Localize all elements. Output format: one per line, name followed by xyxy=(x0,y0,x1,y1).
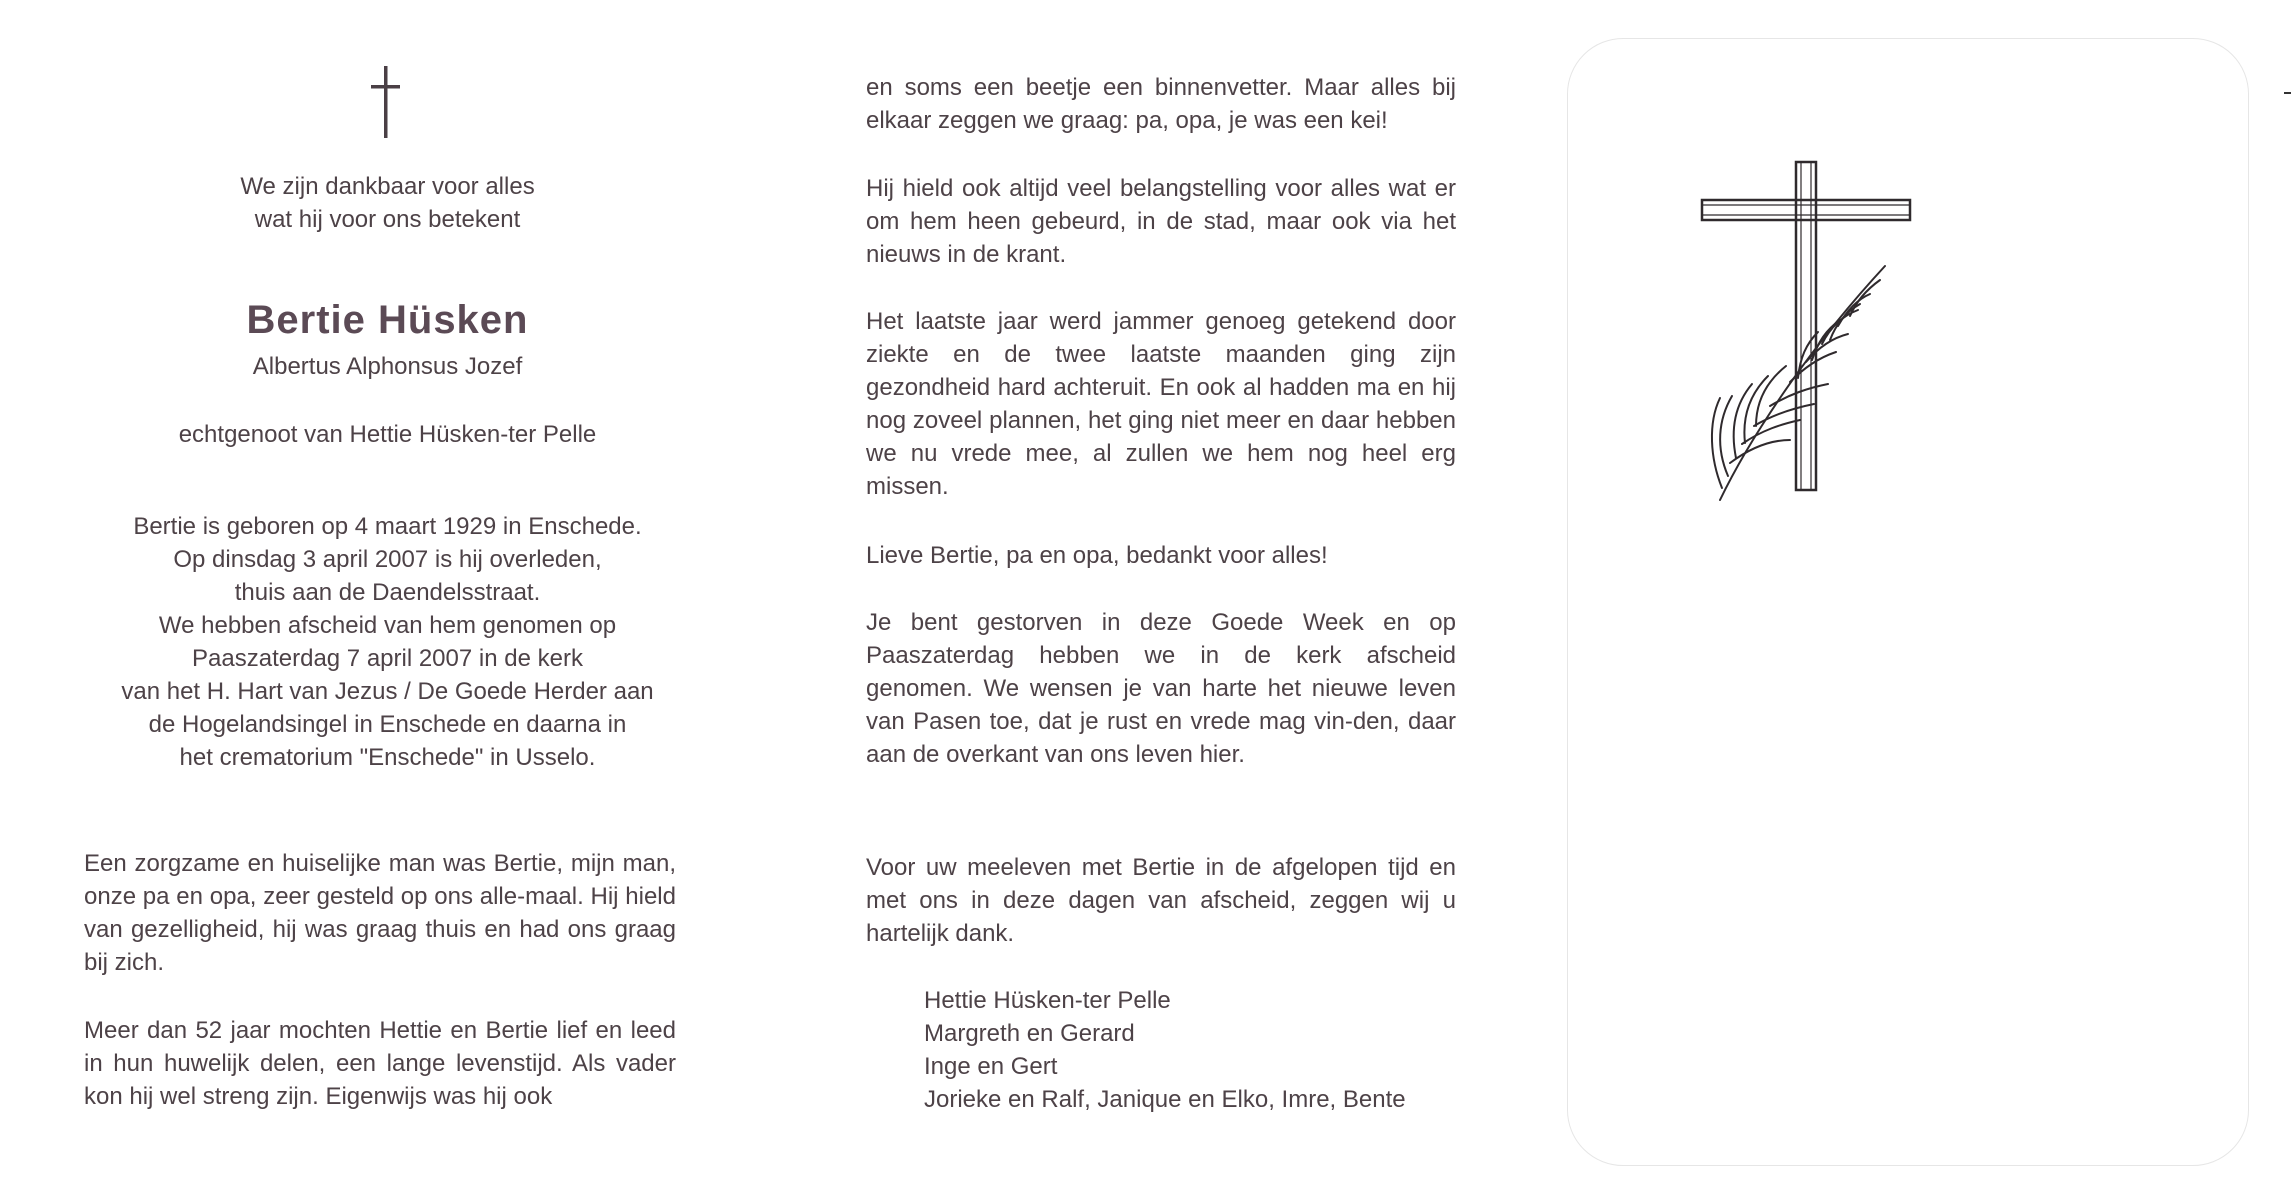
signatures-block xyxy=(924,984,1406,1116)
paragraph-interests xyxy=(866,172,1456,271)
paragraph-illness xyxy=(866,305,1456,503)
paragraph-easter xyxy=(866,606,1456,771)
paragraph-marriage xyxy=(84,1014,676,1113)
signature-line: Margreth en Gerard xyxy=(924,1020,1135,1047)
paragraph-text: Het laatste jaar werd jammer genoeg getekend door ziekte en de twee laatste maanden ging zijn gezondheid hard achteruit. En ook al hadden ma en hij nog zoveel plannen, het ging niet meer en daar hebben we nu vrede mee, al zullen we hem nog heel erg missen. xyxy=(866,308,1456,500)
paragraph-text: Meer dan 52 jaar mochten Hettie en Bertie lief en leed in hun huwelijk delen, een lange levenstijd. Als vader kon hij wel streng zijn. Eigenwijs was hij ook xyxy=(84,1017,676,1110)
paragraph-thanks xyxy=(866,851,1456,950)
deceased-name: Bertie Hüsken xyxy=(246,298,529,342)
cross-with-palm-branch-icon xyxy=(1690,158,1920,508)
spouse-line: echtgenoot van Hettie Hüsken-ter Pelle xyxy=(178,421,597,448)
gratitude-text xyxy=(60,170,715,236)
paragraph-character xyxy=(84,847,676,979)
deceased-full-name: Albertus Alphonsus Jozef xyxy=(252,353,523,380)
latin-cross-icon xyxy=(368,66,404,138)
paragraph-text: Lieve Bertie, pa en opa, bedankt voor alles! xyxy=(866,542,1328,569)
bio-line: thuis aan de Daendelsstraat. xyxy=(234,579,541,606)
bio-line: Paaszaterdag 7 april 2007 in de kerk xyxy=(192,645,583,672)
biography-block xyxy=(60,510,715,774)
paragraph-farewell xyxy=(866,539,1456,572)
bio-line: Bertie is geboren op 4 maart 1929 in Enschede. xyxy=(133,513,642,540)
bio-line: de Hogelandsingel in Enschede en daarna in xyxy=(148,711,627,738)
gratitude-line-2: wat hij voor ons betekent xyxy=(254,206,521,233)
signature-line: Jorieke en Ralf, Janique en Elko, Imre, Bente xyxy=(924,1086,1406,1113)
paragraph-continued xyxy=(866,71,1456,137)
paragraph-text: Je bent gestorven in deze Goede Week en op Paaszaterdag hebben we in de kerk afscheid genomen. We wensen je van harte het nieuwe leven van Pasen toe, dat je rust en vrede mag vin-den, daar aan de overkant van ons leven hier. xyxy=(866,609,1456,768)
paragraph-text: Een zorgzame en huiselijke man was Bertie, mijn man, onze pa en opa, zeer gesteld op ons alle-maal. Hij hield van gezelligheid, hij was graag thuis en had ons graag bij zich. xyxy=(84,850,676,976)
scan-mark xyxy=(2284,92,2291,94)
bio-line: Op dinsdag 3 april 2007 is hij overleden, xyxy=(173,546,602,573)
gratitude-line-1: We zijn dankbaar voor alles xyxy=(240,173,535,200)
signature-line: Inge en Gert xyxy=(924,1053,1058,1080)
signature-line: Hettie Hüsken-ter Pelle xyxy=(924,987,1171,1014)
paragraph-text: Voor uw meeleven met Bertie in de afgelopen tijd en met ons in deze dagen van afscheid, zeggen wij u hartelijk dank. xyxy=(866,854,1456,947)
bio-line: We hebben afscheid van hem genomen op xyxy=(158,612,617,639)
paragraph-text: en soms een beetje een binnenvetter. Maar alles bij elkaar zeggen we graag: pa, opa, je was een kei! xyxy=(866,74,1456,134)
bio-line: van het H. Hart van Jezus / De Goede Herder aan xyxy=(121,678,654,705)
paragraph-text: Hij hield ook altijd veel belangstelling voor alles wat er om hem heen gebeurd, in de stad, maar ook via het nieuws in de krant. xyxy=(866,175,1456,268)
bio-line: het crematorium "Enschede" in Usselo. xyxy=(179,744,596,771)
